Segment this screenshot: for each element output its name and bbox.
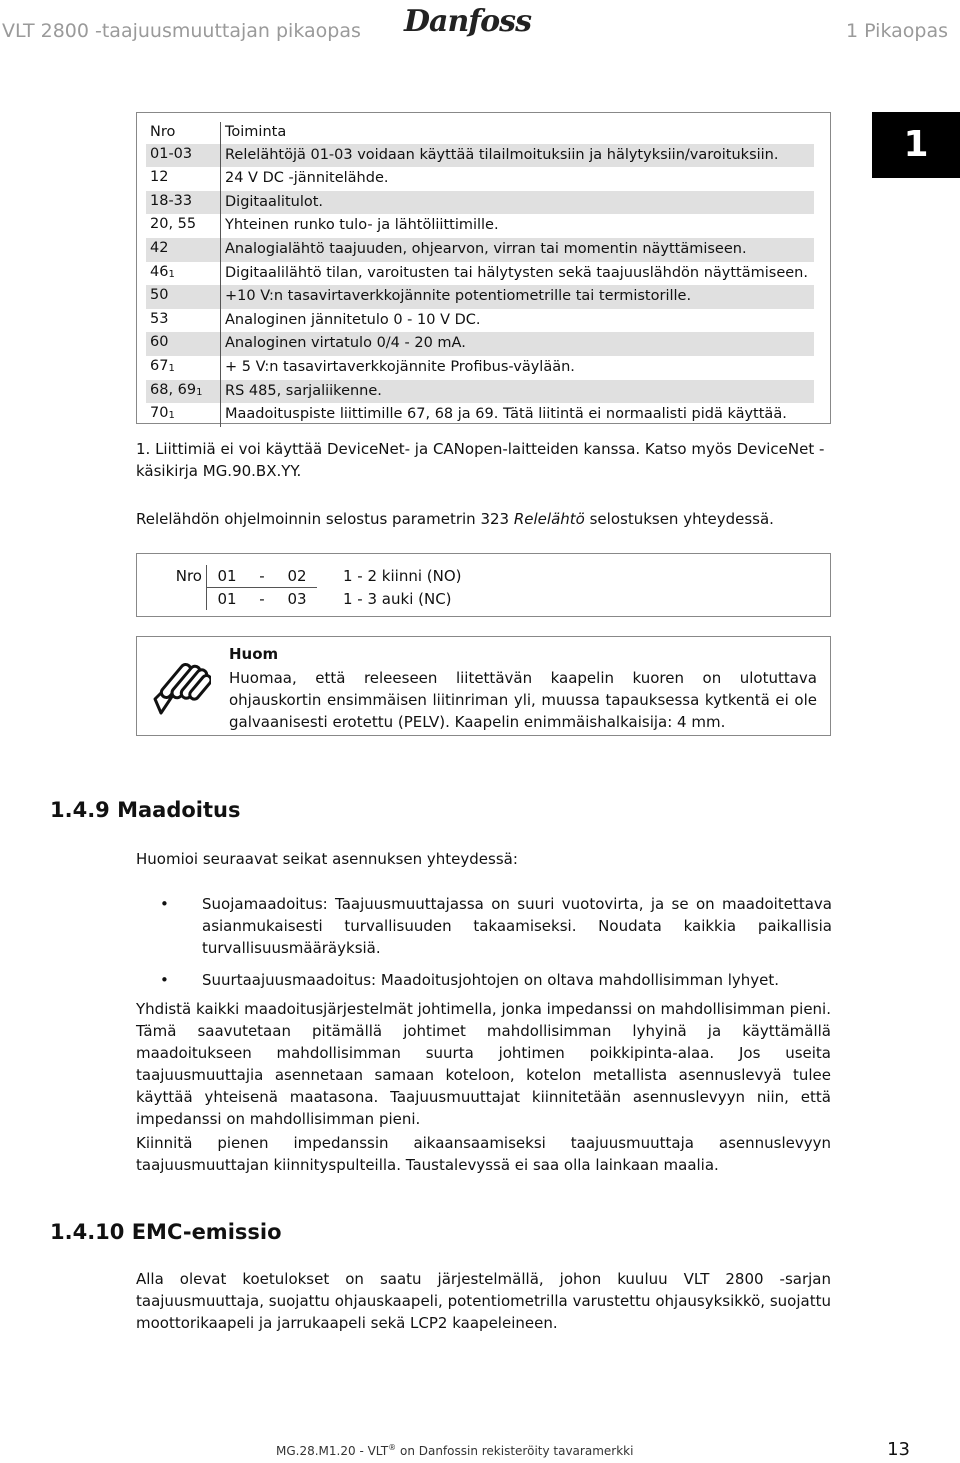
note-title: Huom bbox=[229, 645, 279, 663]
table-row bbox=[146, 380, 814, 404]
page-number: 13 bbox=[887, 1439, 910, 1460]
table-cell: 02 bbox=[277, 565, 317, 588]
table-row bbox=[146, 285, 814, 309]
terminal-number: 20, 55 bbox=[146, 214, 221, 238]
table-row bbox=[146, 167, 814, 191]
table-row bbox=[146, 262, 814, 286]
column-header: Toiminta bbox=[225, 124, 287, 140]
terminal-function: Analoginen jännitetulo 0 - 10 V DC. bbox=[225, 311, 481, 328]
terminal-function: Maadoituspiste liittimille 67, 68 ja 69. Tätä liitintä ei normaalisti pidä käyttää. bbox=[225, 406, 787, 423]
table-row bbox=[146, 356, 814, 380]
grounding-paragraph-1: Yhdistä kaikki maadoitusjärjestelmät johtimella, jonka impedanssi on mahdollisimman pieni. Tämä saavutetaan pitämällä johtimet mahdollisimman lyhyinä ja käyttämällä maadoitukseen mahdollisimman suurta johtimen poikkipinta-alaa. Jos useita taajuusmuuttajia asennetaan samaan koteloon, kotelon metallista asennuslevyä tulee käyttää yhteisenä maatasona. Taajuusmuuttajat kiinnitetään asennuslevyyn niin, että impedanssi on mahdollisimman pieni. bbox=[136, 1000, 831, 1128]
terminal-number: 68, $69_1$ bbox=[146, 380, 221, 404]
section-title: 1 Pikaopas bbox=[846, 20, 948, 42]
terminal-function: Analogialähtö taajuuden, ohjearvon, virran tai momentin näyttämiseen. bbox=[221, 238, 815, 262]
list-item: Suurtaajuusmaadoitus: Maadoitusjohtojen on oltava mahdollisimman lyhyet. bbox=[202, 971, 780, 989]
terminal-number: 42 bbox=[146, 238, 221, 262]
column-header: Nro bbox=[146, 122, 221, 144]
terminal-function: Digitaalitulot. bbox=[221, 191, 815, 215]
note-box bbox=[136, 636, 831, 736]
table-row bbox=[146, 588, 462, 611]
section-heading-emc: 1.4.10 EMC-emissio bbox=[50, 1220, 282, 1244]
document-title: VLT 2800 -taajuusmuuttajan pikaopas bbox=[2, 20, 361, 42]
terminal-number: 01-03 bbox=[146, 144, 221, 168]
table-row bbox=[146, 238, 814, 262]
terminal-function: Yhteinen runko tulo- ja lähtöliittimille. bbox=[225, 217, 499, 234]
footer-trademark: MG.28.M1.20 - VLT® on Danfossin rekisteröity tavaramerkki bbox=[276, 1443, 634, 1458]
bullet-icon: • bbox=[160, 895, 169, 913]
terminal-function: 24 V DC -jännitelähde. bbox=[225, 170, 389, 187]
table-row bbox=[146, 214, 814, 238]
emc-paragraph: Alla olevat koetulokset on saatu järjestelmällä, johon kuuluu VLT 2800 -sarjan taajuusmuuttaja, suojattu ohjauskaapeli, potentiometrilla varustettu ohjausyksikkö, suojattu moottorikaapeli ja jarrukaapeli sekä LCP2 kaapeleineen. bbox=[136, 1270, 831, 1332]
table-cell bbox=[146, 588, 207, 611]
terminal-number: 18-33 bbox=[146, 191, 221, 215]
table-row bbox=[146, 309, 814, 333]
terminal-number: $67_1$ bbox=[146, 356, 221, 380]
hand-note-icon bbox=[151, 655, 211, 717]
function-table bbox=[146, 122, 814, 427]
table-cell: - bbox=[247, 565, 277, 588]
grounding-intro: Huomioi seuraavat seikat asennuksen yhteydessä: bbox=[136, 850, 518, 868]
table-row bbox=[146, 144, 814, 168]
terminal-function: Digitaalilähtö tilan, varoitusten tai hälytysten sekä taajuuslähdön näyttämiseen. bbox=[225, 264, 808, 281]
relay-table bbox=[146, 565, 462, 610]
table-row bbox=[146, 191, 814, 215]
table-cell: 01 bbox=[217, 590, 237, 608]
terminal-number: 60 bbox=[146, 332, 221, 356]
terminal-function: Relelähtöjä 01-03 voidaan käyttää tilailmoituksiin ja hälytyksiin/varoituksiin. bbox=[221, 144, 815, 168]
table-row bbox=[146, 403, 814, 427]
terminal-number: 12 bbox=[146, 167, 221, 191]
chapter-tab: 1 bbox=[872, 112, 960, 178]
table-cell: 1 - 3 auki (NC) bbox=[343, 589, 452, 608]
table-cell: - bbox=[259, 590, 265, 608]
section-heading-grounding: 1.4.9 Maadoitus bbox=[50, 798, 241, 822]
grounding-paragraph-2: Kiinnitä pienen impedanssin aikaansaamiseksi taajuusmuuttaja asennuslevyyn taajuusmuuttajan kiinnityspulteilla. Taustalevyssä ei saa olla lainkaan maalia. bbox=[136, 1134, 831, 1174]
relay-no-label: Nro bbox=[146, 565, 207, 588]
table-row bbox=[146, 565, 462, 588]
terminal-function: +10 V:n tasavirtaverkkojännite potentiometrille tai termistorille. bbox=[221, 285, 815, 309]
terminal-function: RS 485, sarjaliikenne. bbox=[221, 380, 815, 404]
table-row bbox=[146, 332, 814, 356]
table-header-row bbox=[146, 122, 814, 144]
bullet-icon: • bbox=[160, 971, 169, 989]
list-item: Suojamaadoitus: Taajuusmuuttajassa on suuri vuotovirta, ja se on maadoitettava asianmukaisesti turvallisuuden takaamiseksi. Noudata kaikkia paikallisia turvallisuusmääräyksiä. bbox=[202, 895, 832, 957]
terminal-function: Analoginen virtatulo 0/4 - 20 mA. bbox=[221, 332, 815, 356]
relay-paragraph: Relelähdön ohjelmoinnin selostus parametrin 323 Relelähtö selostuksen yhteydessä. bbox=[136, 510, 774, 528]
note-text: Huomaa, että releeseen liitettävän kaapelin kuoren on ulotuttava ohjauskortin ensimmäisen liitinriman yli, muussa tapauksessa kytkentä ei ole galvaanisesti erotettu (PELV). Kaapelin enimmäishalkaisija: 4 mm. bbox=[229, 669, 817, 731]
terminal-number: 50 bbox=[146, 285, 221, 309]
table-cell: 01 bbox=[207, 565, 248, 588]
table-cell: 03 bbox=[287, 590, 307, 608]
terminal-number: $46_1$ bbox=[146, 262, 221, 286]
footnote: 1. Liittimiä ei voi käyttää DeviceNet- ja CANopen-laitteiden kanssa. Katso myös DeviceNet -käsikirja MG.90.BX.YY. bbox=[136, 440, 825, 480]
terminal-number: 53 bbox=[146, 309, 221, 333]
danfoss-logo: Danfoss bbox=[404, 4, 531, 39]
table-cell: 1 - 2 kiinni (NO) bbox=[343, 567, 462, 586]
terminal-function: + 5 V:n tasavirtaverkkojännite Profibus-väylään. bbox=[225, 358, 575, 375]
terminal-number: $70_1$ bbox=[146, 403, 221, 427]
